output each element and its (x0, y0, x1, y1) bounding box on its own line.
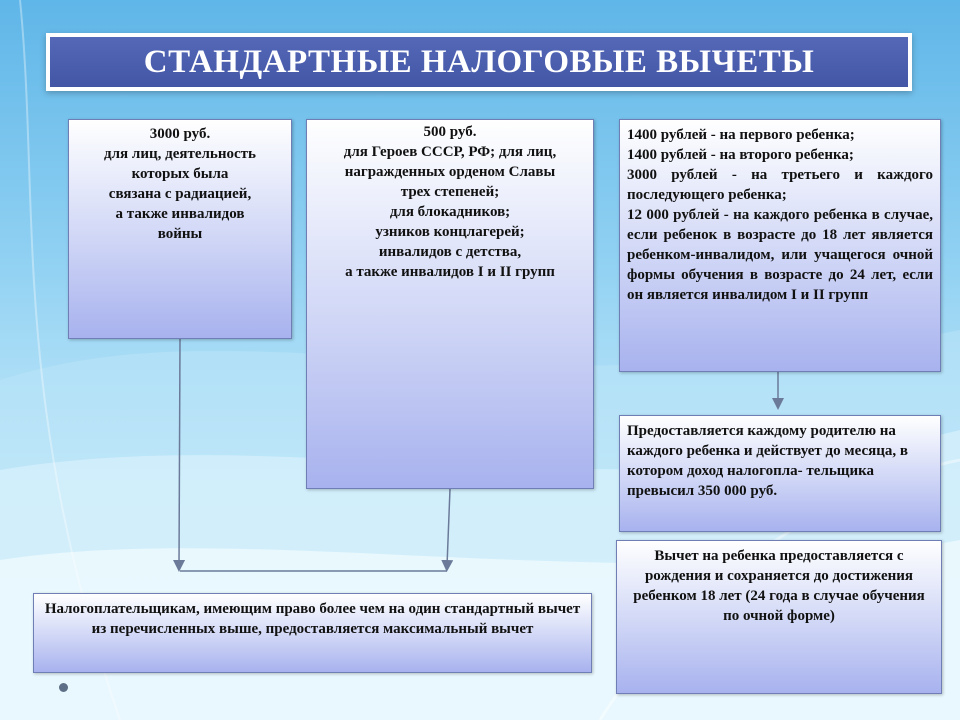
box-a-line: 3000 руб. (149, 126, 211, 142)
box-b-line: инвалидов с детства, (378, 244, 522, 260)
box-a-line: которых была (131, 166, 229, 182)
maximum-deduction-box (33, 593, 592, 673)
deduction-3000-box (68, 119, 292, 339)
box-a-line: войны (157, 226, 203, 242)
box-c-line: 3000 рублей - на третьего и каждого последующего ребенка; (627, 167, 933, 203)
child-deduction-box (619, 119, 941, 372)
box-c-line: 1400 рублей - на первого ребенка; (627, 127, 855, 143)
parent-provision-box (619, 415, 941, 532)
page-title: СТАНДАРТНЫЕ НАЛОГОВЫЕ ВЫЧЕТЫ (50, 37, 908, 87)
box-f-text: Налогоплательщикам, имеющим право более чем на один стандартный вычет из перечисленных выше, предоставляется максимальный вычет (44, 601, 581, 637)
bullet-dot (59, 683, 68, 692)
box-a-line: а также инвалидов (115, 206, 245, 222)
title-banner (46, 33, 912, 91)
box-c-line: 12 000 рублей - на каждого ребенка в случае, если ребенок в возрасте до 18 лет является ребенком-инвалидом, или учащегося очной формы обучения в возрасте до 24 лет, если он является инвалидом I и II групп (627, 207, 933, 303)
box-b-line: 500 руб. (423, 124, 477, 140)
child-age-box (616, 540, 942, 694)
box-c-line: 1400 рублей - на второго ребенка; (627, 147, 854, 163)
box-d-text: Предоставляется каждому родителю на каждого ребенка и действует до месяца, в котором доход налогопла- тельщика превысил 350 000 руб. (627, 423, 908, 499)
box-b-line: трех степеней; (400, 184, 500, 200)
box-b-line: для Героев СССР, РФ; для лиц, (343, 144, 557, 160)
box-a-line: для лиц, деятельность (104, 146, 256, 162)
box-b-line: а также инвалидов I и II групп (345, 264, 555, 280)
deduction-500-box (306, 119, 594, 489)
box-b-line: для блокадников; (389, 204, 511, 220)
box-e-text: Вычет на ребенка предоставляется с рождения и сохраняется до достижения ребенком 18 лет (24 года в случае обучения по очной форме) (633, 548, 925, 624)
box-b-line: узников концлагерей; (375, 224, 525, 240)
box-b-line: награжденных орденом Славы (344, 164, 556, 180)
box-a-line: связана с радиацией, (108, 186, 252, 202)
